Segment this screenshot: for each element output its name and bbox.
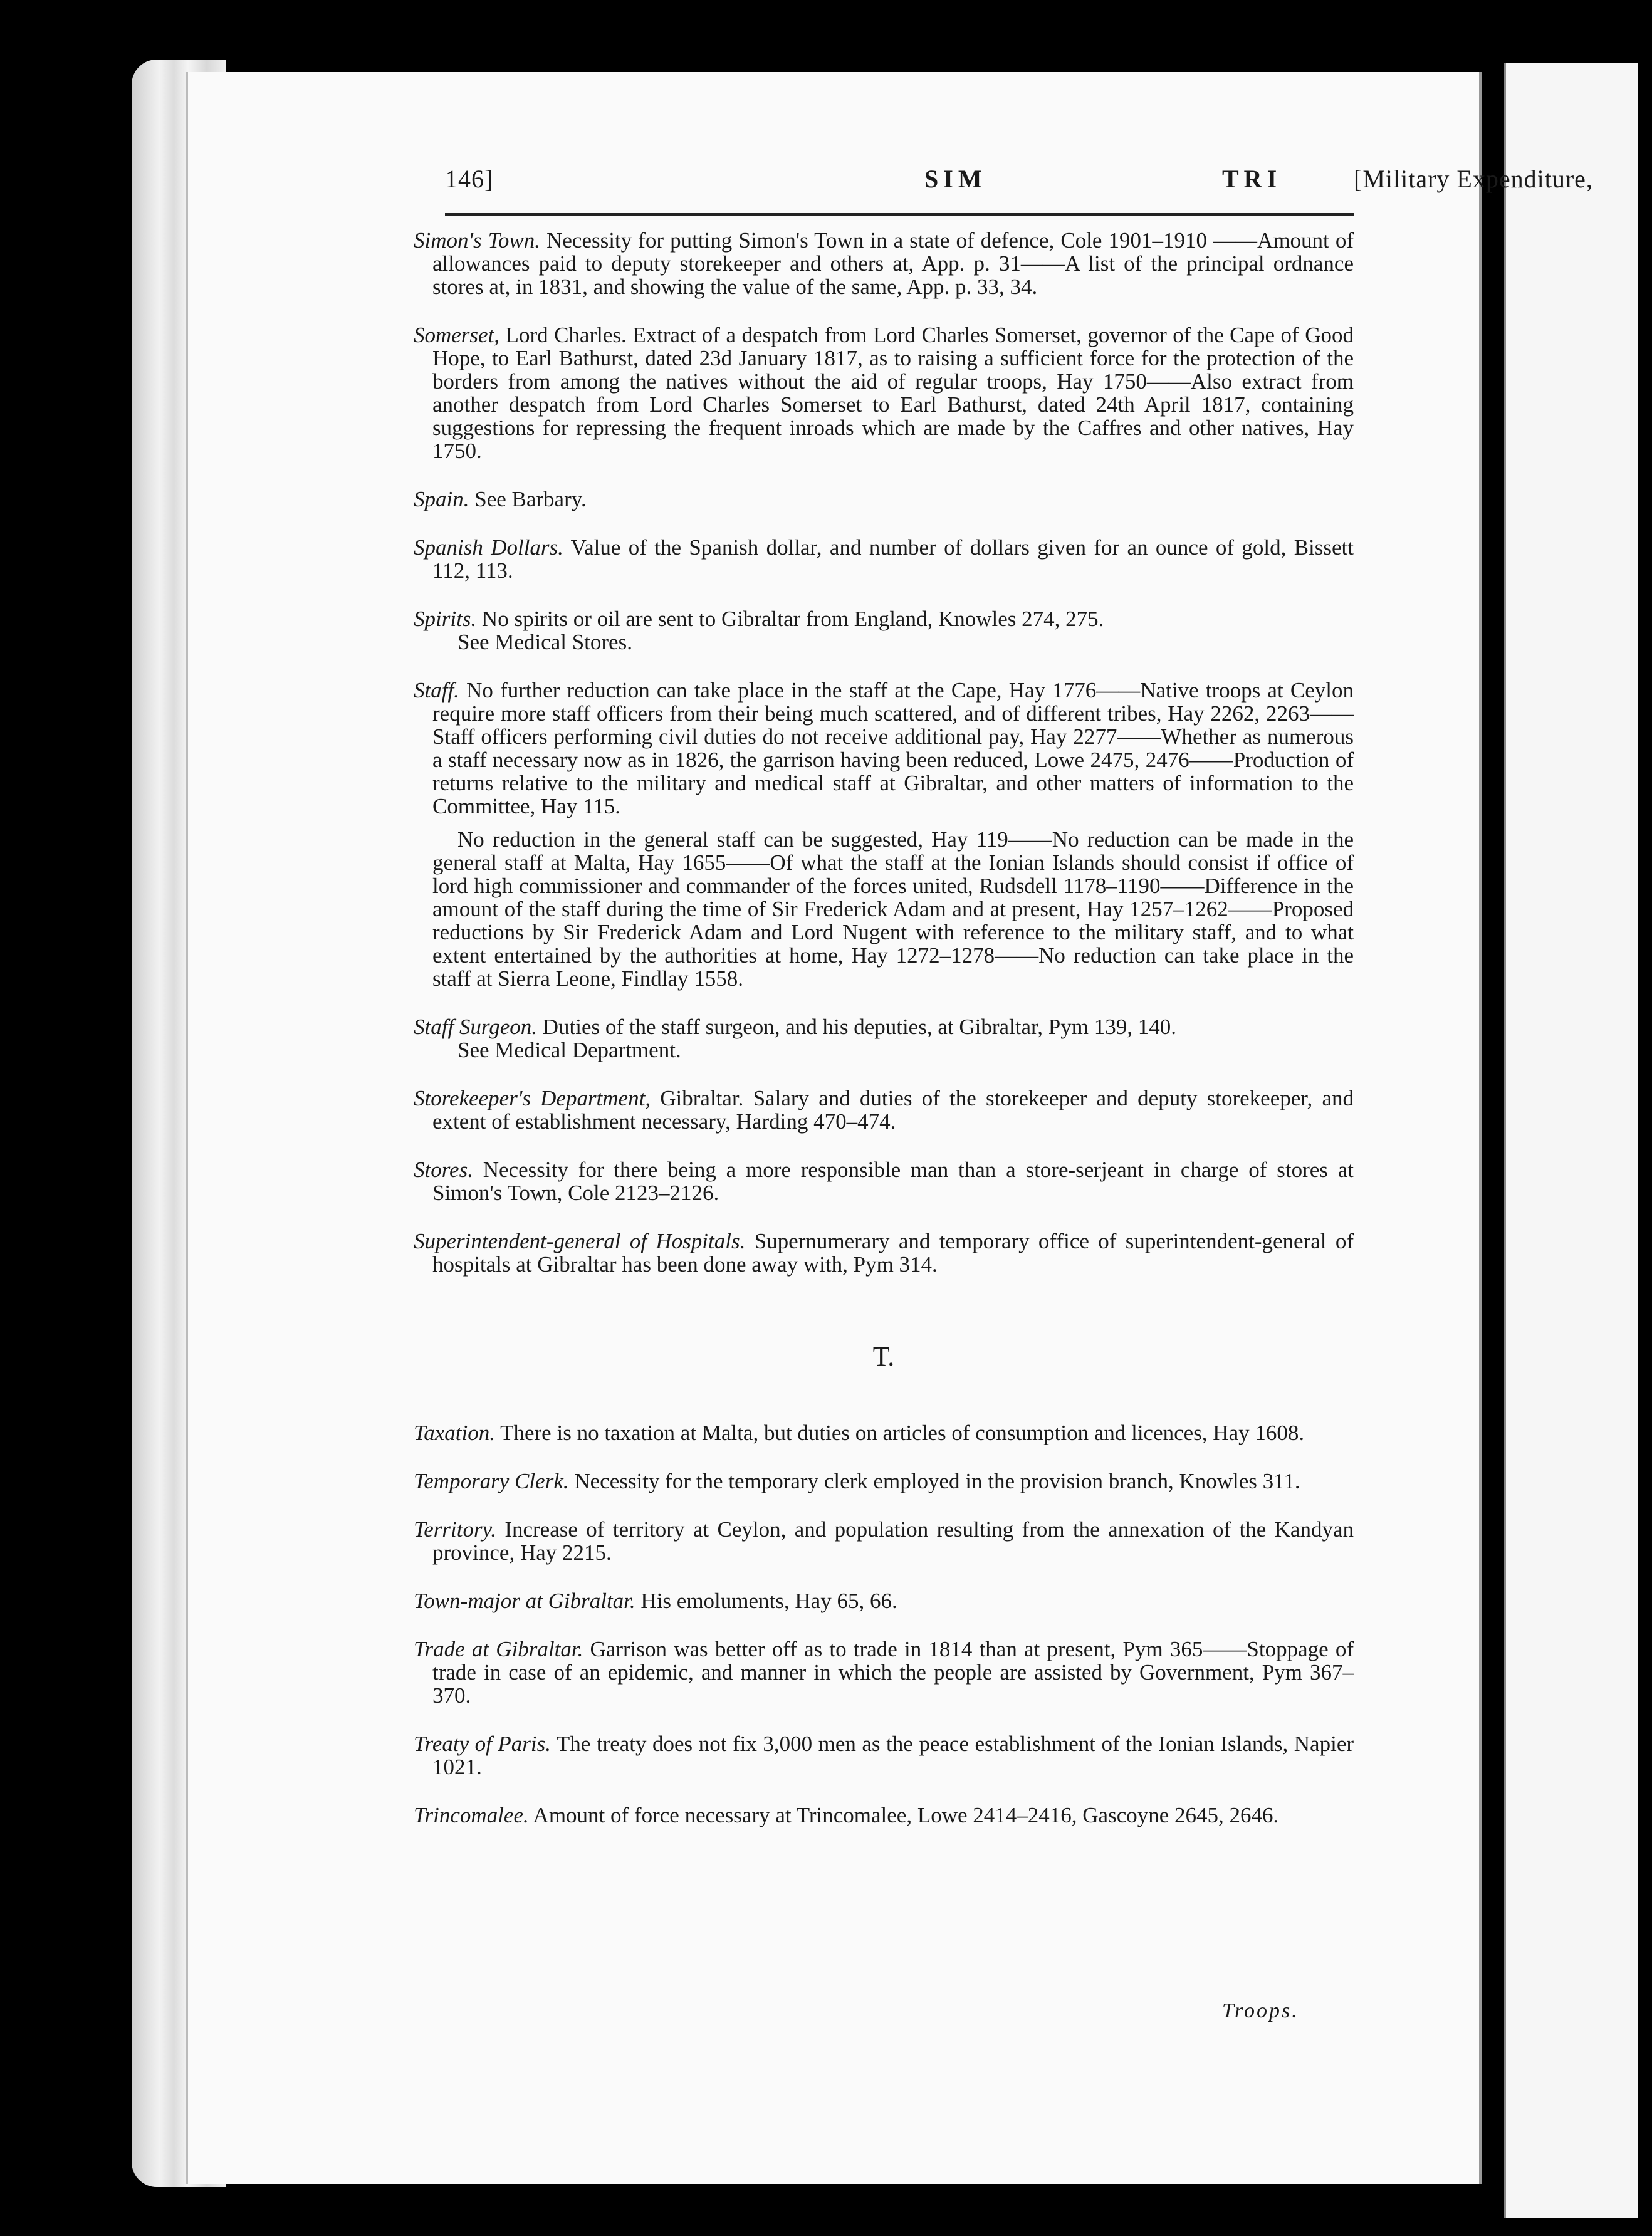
entry-text: No spirits or oil are sent to Gibraltar from England, Knowles 274, 275.: [476, 607, 1104, 631]
index-entry-continuation: [414, 828, 1354, 990]
entry-text: Value of the Spanish dollar, and number of dollars given for an ounce of gold, Bissett 112, 113.: [432, 535, 1354, 583]
running-header: [257, 164, 1593, 208]
entry-head: Spain.: [414, 487, 469, 511]
entry-head: Town-major at Gibraltar.: [414, 1589, 635, 1613]
see-reference: See Medical Stores.: [457, 630, 632, 654]
section-letter: T.: [872, 1341, 895, 1372]
page-number: 146]: [445, 165, 494, 193]
index-entry: [414, 1804, 1354, 1827]
header-left-word: SIM: [924, 165, 987, 193]
entry-head: Taxation.: [414, 1421, 495, 1445]
entry-head: Treaty of Paris.: [414, 1732, 552, 1756]
entry-head: Territory.: [414, 1517, 496, 1542]
index-entry: [414, 679, 1354, 818]
entry-text: See Barbary.: [469, 487, 587, 511]
entry-text: Necessity for there being a more responsible man than a store-serjeant in charge of stores at Simon's Town, Cole 2123–2126.: [432, 1157, 1354, 1205]
entry-head: Spirits.: [414, 607, 477, 631]
index-entry: [414, 1015, 1354, 1062]
index-entry: [414, 1087, 1354, 1133]
entry-text: Necessity for putting Simon's Town in a state of defence, Cole 1901–1910 ——Amount of allowances paid to deputy storekeeper and others at, App. p. 31——A list of the principal ordnance stores at, in 1831, and showing the value of the same, App. p. 33, 34.: [432, 228, 1354, 299]
entry-text: Gibraltar. Salary and duties of the storekeeper and deputy storekeeper, and extent of establishment necessary, Harding 470–474.: [432, 1086, 1354, 1134]
entry-head: Staff Surgeon.: [414, 1015, 538, 1039]
index-entry: [414, 536, 1354, 582]
entry-text: No further reduction can take place in the staff at the Cape, Hay 1776——Native troops at Ceylon require more staff officers from their being much scattered, and of different tribes, Hay 2262, 2263——Staff officers performing civil duties do not receive additional pay, Hay 2277——Whether as numerous a staff necessary now as in 1826, the garrison having been reduced, Lowe 2475, 2476——Production of returns relative to the military and medical staff at Gibraltar, and other matters of information to the Committee, Hay 115.: [432, 678, 1354, 818]
see-reference: See Medical Department.: [457, 1038, 681, 1062]
index-entry: [414, 1158, 1354, 1204]
entry-head: Trade at Gibraltar.: [414, 1637, 583, 1661]
entry-text: Supernumerary and temporary office of superintendent-general of hospitals at Gibraltar has been done away with, Pym 314.: [432, 1229, 1354, 1277]
entry-text: Duties of the staff surgeon, and his deputies, at Gibraltar, Pym 139, 140.: [537, 1015, 1176, 1039]
entry-text: Lord Charles. Extract of a despatch from Lord Charles Somerset, governor of the Cape of Good Hope, to Earl Bathurst, dated 23d January 1817, as to raising a sufficient force for the protection of the borders from among the natives without the aid of regular troops, Hay 1750——Also extract from another despatch from Lord Charles Somerset to Earl Bathurst, dated 24th April 1817, containing suggestions for repressing the frequent inroads which are made by the Caffres and other natives, Hay 1750.: [432, 323, 1354, 463]
index-entry: [414, 229, 1354, 298]
index-entry: [414, 1518, 1354, 1564]
adjacent-page-edge: [1504, 63, 1638, 2218]
index-entry: [414, 1638, 1354, 1707]
entry-head: Storekeeper's Department,: [414, 1086, 651, 1110]
index-entry: [414, 488, 1354, 511]
entry-head: Stores.: [414, 1157, 473, 1182]
entry-text: There is no taxation at Malta, but duties on articles of consumption and licences, Hay 1608.: [495, 1421, 1305, 1445]
entry-text: No reduction in the general staff can be suggested, Hay 119——No reduction can be made in the general staff at Malta, Hay 1655——Of what the staff at the Ionian Islands should consist if office of lord high commissioner and commander of the forces united, Rudsdell 1178–1190——Difference in the amount of the staff during the time of Sir Frederick Adam and at present, Hay 1257–1262——Proposed reductions by Sir Frederick Adam and Lord Nugent with reference to the military staff, and to what extent entertained by the authorities at home, Hay 1272–1278——No reduction can take place in the staff at Sierra Leone, Findlay 1558.: [432, 827, 1354, 991]
entry-text: The treaty does not fix 3,000 men as the peace establishment of the Ionian Islands, Napier 1021.: [432, 1732, 1354, 1779]
entry-head: Temporary Clerk.: [414, 1469, 569, 1493]
entry-text: His emoluments, Hay 65, 66.: [635, 1589, 897, 1613]
header-title: [Military Expenditure,: [1354, 165, 1593, 193]
index-entry: [414, 1230, 1354, 1276]
entry-text: Necessity for the temporary clerk employed in the provision branch, Knowles 311.: [568, 1469, 1300, 1493]
entry-text: Increase of territory at Ceylon, and population resulting from the annexation of the Kandyan province, Hay 2215.: [432, 1517, 1354, 1565]
header-middle-word: TRI: [1222, 165, 1282, 193]
entry-head: Spanish Dollars.: [414, 535, 563, 560]
index-entry: [414, 1589, 1354, 1612]
entry-head: Superintendent-general of Hospitals.: [414, 1229, 746, 1253]
catchword: Troops.: [1222, 1999, 1299, 2022]
index-entry: [414, 607, 1354, 654]
entry-text: Garrison was better off as to trade in 1814 than at present, Pym 365——Stoppage of trade in case of an epidemic, and manner in which the people are assisted by Government, Pym 367–370.: [432, 1637, 1354, 1708]
index-entry: [414, 1470, 1354, 1493]
entry-head: Trincomalee.: [414, 1803, 529, 1827]
index-entry: [414, 1732, 1354, 1779]
entry-head: Staff.: [414, 678, 459, 703]
entry-text: Amount of force necessary at Trincomalee, Lowe 2414–2416, Gascoyne 2645, 2646.: [528, 1803, 1279, 1827]
index-entry: [414, 323, 1354, 462]
index-content: [414, 229, 1354, 1852]
index-entry: [414, 1421, 1354, 1445]
header-rule: [445, 213, 1354, 216]
entry-head: Simon's Town.: [414, 228, 541, 253]
entry-head: Somerset,: [414, 323, 500, 347]
